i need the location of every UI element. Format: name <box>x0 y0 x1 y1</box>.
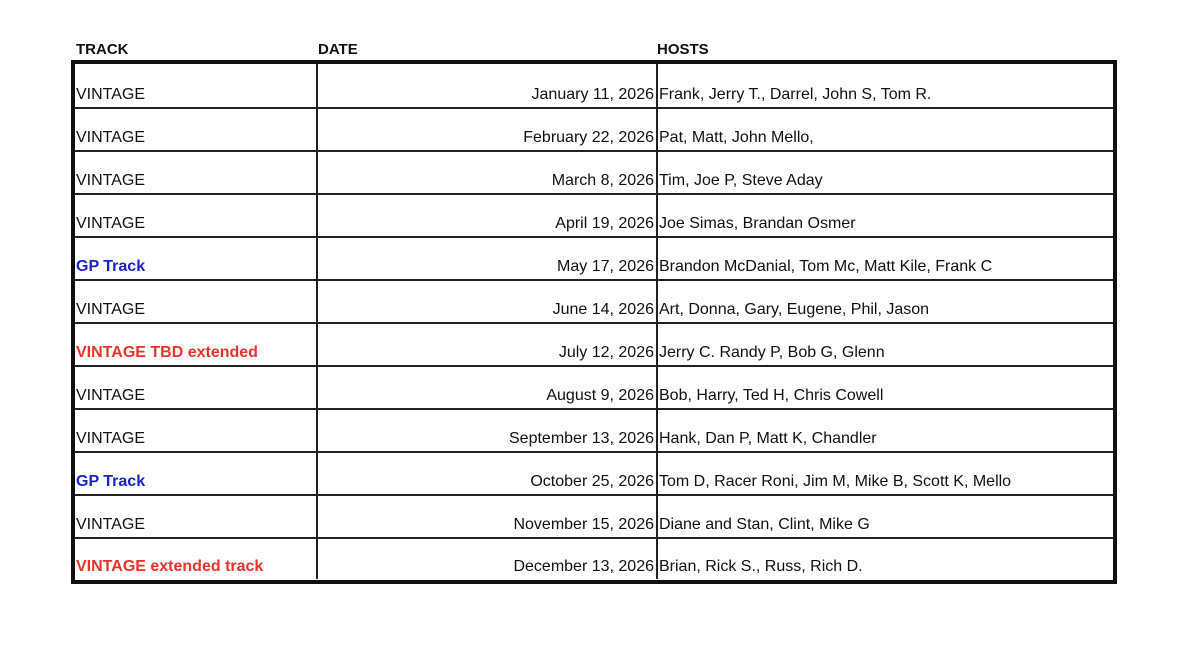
table-row <box>75 322 1113 365</box>
table-row <box>75 107 1113 150</box>
hosts-cell: Pat, Matt, John Mello, <box>656 109 1113 150</box>
date-cell: May 17, 2026 <box>316 238 656 279</box>
track-cell: VINTAGE <box>76 301 146 318</box>
table-row <box>75 279 1113 322</box>
date-cell: October 25, 2026 <box>316 453 656 494</box>
date-cell: November 15, 2026 <box>316 496 656 537</box>
track-cell: VINTAGE <box>76 387 146 404</box>
hosts-cell: Tim, Joe P, Steve Aday <box>656 152 1113 193</box>
hosts-cell: Hank, Dan P, Matt K, Chandler <box>656 410 1113 451</box>
date-cell: September 13, 2026 <box>316 410 656 451</box>
track-cell: VINTAGE TBD extended <box>76 344 258 361</box>
date-cell: January 11, 2026 <box>316 64 656 107</box>
table-row <box>75 64 1113 107</box>
track-cell: VINTAGE <box>76 215 146 232</box>
track-cell: GP Track <box>76 258 146 275</box>
track-cell: VINTAGE <box>76 430 146 447</box>
table-row <box>75 537 1113 579</box>
table-row <box>75 451 1113 494</box>
hosts-column-header: HOSTS <box>657 41 709 58</box>
table-row <box>75 494 1113 537</box>
track-cell: VINTAGE <box>76 516 146 533</box>
table-row <box>75 236 1113 279</box>
hosts-cell: Art, Donna, Gary, Eugene, Phil, Jason <box>656 281 1113 322</box>
schedule-table <box>71 60 1117 584</box>
date-cell: August 9, 2026 <box>316 367 656 408</box>
hosts-cell: Brandon McDanial, Tom Mc, Matt Kile, Frank C <box>656 238 1113 279</box>
hosts-cell: Frank, Jerry T., Darrel, John S, Tom R. <box>656 64 1113 107</box>
track-cell: VINTAGE <box>76 86 146 103</box>
table-row <box>75 365 1113 408</box>
date-cell: February 22, 2026 <box>316 109 656 150</box>
hosts-cell: Bob, Harry, Ted H, Chris Cowell <box>656 367 1113 408</box>
track-cell: VINTAGE extended track <box>76 558 264 575</box>
date-cell: April 19, 2026 <box>316 195 656 236</box>
hosts-cell: Tom D, Racer Roni, Jim M, Mike B, Scott K, Mello <box>656 453 1113 494</box>
hosts-cell: Joe Simas, Brandan Osmer <box>656 195 1113 236</box>
column-header-row <box>72 40 1116 60</box>
hosts-cell: Brian, Rick S., Russ, Rich D. <box>656 539 1113 579</box>
table-row <box>75 150 1113 193</box>
hosts-cell: Jerry C. Randy P, Bob G, Glenn <box>656 324 1113 365</box>
track-cell: GP Track <box>76 473 146 490</box>
date-cell: July 12, 2026 <box>316 324 656 365</box>
track-cell: VINTAGE <box>76 129 146 146</box>
hosts-cell: Diane and Stan, Clint, Mike G <box>656 496 1113 537</box>
track-cell: VINTAGE <box>76 172 146 189</box>
date-cell: June 14, 2026 <box>316 281 656 322</box>
table-row <box>75 408 1113 451</box>
date-cell: March 8, 2026 <box>316 152 656 193</box>
table-row <box>75 193 1113 236</box>
track-column-header: TRACK <box>76 41 129 58</box>
date-column-header: DATE <box>318 41 358 58</box>
date-cell: December 13, 2026 <box>316 539 656 579</box>
